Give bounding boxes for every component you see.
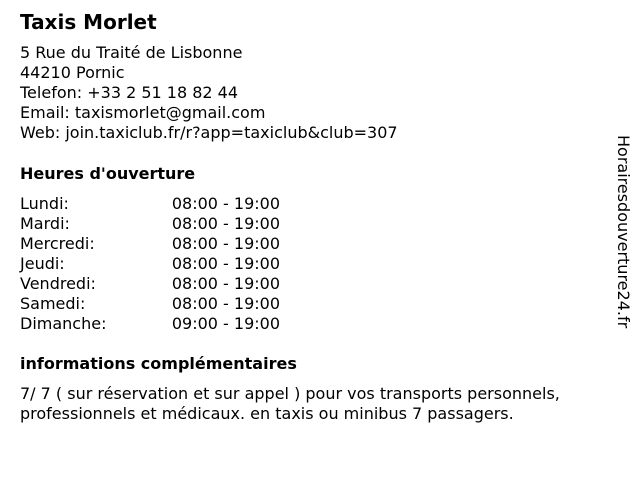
info-line: professionnels et médicaux. en taxis ou minibus 7 passagers.	[20, 404, 514, 423]
time-range: 08:00 - 19:00	[171, 294, 280, 313]
day-label: Jeudi:	[20, 254, 65, 273]
day-label: Dimanche:	[20, 314, 107, 333]
site-watermark: Horairesdouverture24.fr	[614, 135, 633, 329]
time-range: 08:00 - 19:00	[171, 254, 280, 273]
hours-row-samedi	[20, 294, 280, 314]
time-range: 09:00 - 19:00	[171, 314, 280, 333]
time-range: 08:00 - 19:00	[171, 194, 280, 213]
hours-row-dimanche	[20, 314, 280, 334]
day-label: Samedi:	[20, 294, 86, 313]
day-label: Vendredi:	[20, 274, 96, 293]
hours-row-jeudi	[20, 254, 280, 274]
contact-details	[20, 43, 398, 143]
info-line: 7/ 7 ( sur réservation et sur appel ) pour vos transports personnels,	[20, 384, 560, 403]
day-label: Mardi:	[20, 214, 70, 233]
additional-info-heading: informations complémentaires	[20, 354, 297, 373]
city-postcode: 44210 Pornic	[20, 63, 125, 82]
website-link: Web: join.taxiclub.fr/r?app=taxiclub&club=307	[20, 123, 398, 142]
hours-row-mercredi	[20, 234, 280, 254]
time-range: 08:00 - 19:00	[171, 214, 280, 233]
time-range: 08:00 - 19:00	[171, 274, 280, 293]
hours-row-vendredi	[20, 274, 280, 294]
day-label: Mercredi:	[20, 234, 95, 253]
day-label: Lundi:	[20, 194, 69, 213]
opening-hours-heading: Heures d'ouverture	[20, 164, 196, 183]
phone-number: Telefon: +33 2 51 18 82 44	[20, 83, 239, 102]
opening-hours-table	[20, 194, 280, 334]
street-address: 5 Rue du Traité de Lisbonne	[20, 43, 243, 62]
email-address: Email: taxismorlet@gmail.com	[20, 103, 266, 122]
hours-row-mardi	[20, 214, 280, 234]
time-range: 08:00 - 19:00	[171, 234, 280, 253]
hours-row-lundi	[20, 194, 280, 214]
additional-info-text	[20, 384, 620, 424]
business-name: Taxis Morlet	[20, 10, 157, 34]
